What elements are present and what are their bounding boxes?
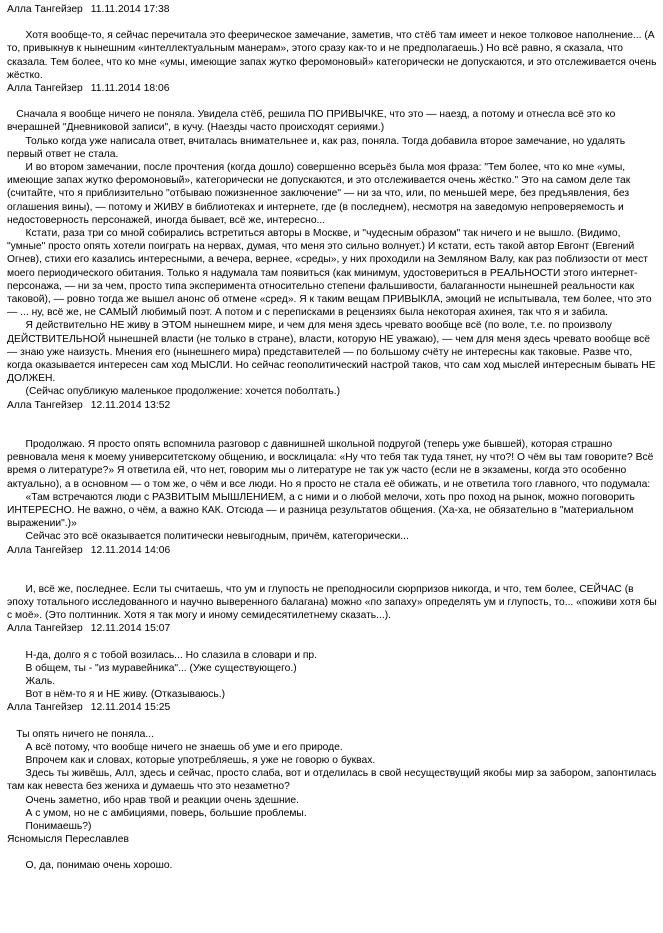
comment-body — [7, 16, 657, 82]
comment-author[interactable]: Алла Тангейзер — [7, 623, 83, 635]
comment-paragraph: Здесь ты живёшь, Алл, здесь и сейчас, просто слаба, вот и отделилась в свой несуществущий якобы мир за забором, запонтилась там как невеста без жениха и думаешь что это незаметно? — [7, 768, 657, 793]
comment-date: 12.11.2014 14:06 — [90, 544, 171, 556]
comment-paragraph: И, всё же, последнее. Если ты считаешь, что ум и глупость не преподносили сюрпризов никогда, и что, тем более, СЕЙЧАС (в эпоху тотального исследованного и научно выверенного балагана) можно «по запаху» определять ум и глупость, то... «поживи хотя бы с моё». (Это полтинник. Хотя я так могу и иному семидесятилетнему сказать...). — [7, 583, 657, 622]
comment-paragraph: В общем, ты - "из муравейника"... (Уже существующего.) — [25, 662, 297, 674]
comment-paragraph: Очень заметно, ибо нрав твой и реакции очень здешние. — [25, 794, 300, 806]
comment-quote: «Там встречаются люди с РАЗВИТЫМ МЫШЛЕНИЕМ, а с ними и о любой мелочи, хоть про поход на рынок, можно поговорить ИНТЕРЕСНО. Не важно, о чём, а важно КАК. Отсюда — и разница результатов общения. (Ха-ха, не обязательно в "материальном выражении".)» — [7, 491, 635, 530]
comment-header — [7, 622, 657, 635]
comment-paragraph: Вот в нём-то я и НЕ живу. (Отказываюсь.) — [25, 689, 226, 701]
comment-paragraph: Сейчас это всё оказывается политически невыгодным, причём, категорически... — [25, 531, 409, 543]
comment-paragraph: Я действительно НЕ живу в ЭТОМ нынешнем мире, и чем для меня здесь чревато вообще всё (по воле, т.е. по произволу ДЕЙСТВИТЕЛЬНОЙ нынешней власти (не только в стране), власти, которую НЕ уважаю), — чем для меня здесь чревато вообще всё — знаю уже наизусть. Мнения его (нынешнего мира) представителей — по большому счёту не интересны как таковые. Разве что, когда оказывается интересен сам ход МЫСЛИ. Но сейчас геополитический настрой таков, что сам ход мыслей интересным бывать НЕ ДОЛЖЕН. — [7, 320, 656, 385]
comment-paragraph: Понимаешь?) — [25, 820, 92, 832]
comment-author[interactable]: Алла Тангейзер — [7, 702, 83, 714]
comment-body — [7, 412, 657, 544]
comment-author[interactable]: Алла Тангейзер — [7, 4, 83, 15]
comment-body — [7, 557, 657, 623]
comment-paragraph: Продолжаю. Я просто опять вспомнила разговор с давнишней школьной подругой (теперь уже бывшей), которая страшно ревновала меня к моему университетскому общению, и восклицала: «Ну что тебя так туда тянет, ну что?! О чём вы там говорите? Всё время о литературе?» Я ответила ей, что нет, говорим мы о литературе не так уж часто (если не в экзамены, когда это особенно актуально), а в основном — о том же, о чём и все люди. Но я просто не стала её обижать, и не ответила того главного, что подумала: — [7, 438, 654, 490]
comment-paragraph: Сначала я вообще ничего не поняла. Увидела стёб, решила ПО ПРИВЫЧКЕ, что это — наезд, а потому и отнесла всё это ко вчерашней "Дневниковой записи", в кучу. (Наезды часто происходят сериями.) — [7, 109, 616, 134]
comment-header — [7, 3, 657, 16]
comment-author[interactable]: Алла Тангейзер — [7, 83, 83, 95]
comment-paragraph: Жаль. — [25, 675, 56, 687]
comment-paragraph: Впрочем как и словах, которые употребляешь, я уже не говорю о буквах. — [25, 754, 376, 766]
comment-paragraph: О, да, понимаю очень хорошо. — [25, 860, 173, 872]
comment-paragraph: И во втором замечании, после прочтения (когда дошло) совершенно всерьёз была моя фраза: "Тем более, что ко мне «умы, имеющие запах жутко феромоновый», категорически не допускаются, и это отслеживается очень жёстко." Это на самом деле так (считайте, что я приблизительно "отбываю пожизненное заключение" — ни за что, или, по меньшей мере, без предъявления, без оглашения вины), — потому и ЖИВУ в библиотеках и интернете, где (в последнем), несмотря на заведомую непроверяемость и недостоверность персонажей, иногда бывает, всё же, интересно... — [7, 162, 631, 226]
comment-paragraph: Только когда уже написала ответ, вчиталась внимательнее и, как раз, поняла. Тогда добавила второе замечание, но удалять первый ответ не стала. — [7, 135, 626, 160]
comment-date: 12.11.2014 13:52 — [90, 399, 171, 411]
comment-paragraph: Хотя вообще-то, я сейчас перечитала это феерическое замечание, заметив, что стёб там имеет и некое толковое наполнение... (А то, привыкнув к нынешним «интеллектуальным манерам», этого сразу как-то и не предполагаешь.) Но всё равно, я сказала, что сказала. Тем более, что ко мне «умы, имеющие запах жутко феромоновый» категорически не допускаются, и это отслеживается очень жёстко. — [7, 30, 657, 81]
comment-body — [7, 846, 657, 872]
comment-date: 11.11.2014 18:06 — [90, 83, 170, 95]
comment-paragraph: Кстати, раза три со мной собирались встретиться авторы в Москве, и "чудесным образом" так ничего и не вышло. (Видимо, "умные" просто опять хотели поиграть на нервах, думая, что меня это сильно волнует.) И кстати, есть такой автор Евгонт (Евгений Огнев), стихи его казались интересными, а вечера, вернее, «среды», у них проходили на Земляном Валу, как раз поблизости от мест моего периодического обитания. Только я надумала там появиться (как минимум, удостовериться в РЕАЛЬНОСТИ этого интернет-персонажа, — ни за чем, просто типа эксперимента относительно степени фальшивости, балаганности нынешней реальности как таковой), — ровно тогда же вышел анонс об отмене «сред». Я к таким вещам ПРИВЫКЛА, эмоций не испытывала, тем более, что это — ... ну, всё же, не САМЫЙ любимый поэт. А потом и с переписками в рецензиях была некоторая ахинея, так что я и забила. — [7, 228, 652, 319]
comment-header — [7, 833, 657, 846]
comment-body — [7, 636, 657, 702]
comment-date: 12.11.2014 15:07 — [90, 623, 171, 635]
comment-paragraph: Н-да, долго я с тобой возилась... Но слазила в словари и пр. — [25, 649, 318, 661]
comment-date: 11.11.2014 17:38 — [90, 4, 170, 15]
comment-author[interactable]: Алла Тангейзер — [7, 399, 83, 411]
comment-header — [7, 82, 657, 95]
comment-body — [7, 715, 657, 834]
comment-paragraph: (Сейчас опубликую маленькое продолжение: хочется поболтать.) — [25, 386, 341, 398]
comment-paragraph: А всё потому, что вообще ничего не знаешь об уме и его природе. — [25, 741, 343, 753]
comment-body — [7, 95, 657, 398]
comment-header — [7, 399, 657, 412]
comment-paragraph: А с умом, но не с амбициями, поверь, большие проблемы. — [25, 807, 307, 819]
comment-author[interactable]: Ясномысля Переславлев — [7, 834, 129, 846]
comment-date: 12.11.2014 15:25 — [90, 702, 171, 714]
comment-header — [7, 701, 657, 714]
comment-paragraph: Ты опять ничего не поняла... — [16, 728, 154, 740]
comment-author[interactable]: Алла Тангейзер — [7, 544, 83, 556]
comment-header — [7, 544, 657, 557]
